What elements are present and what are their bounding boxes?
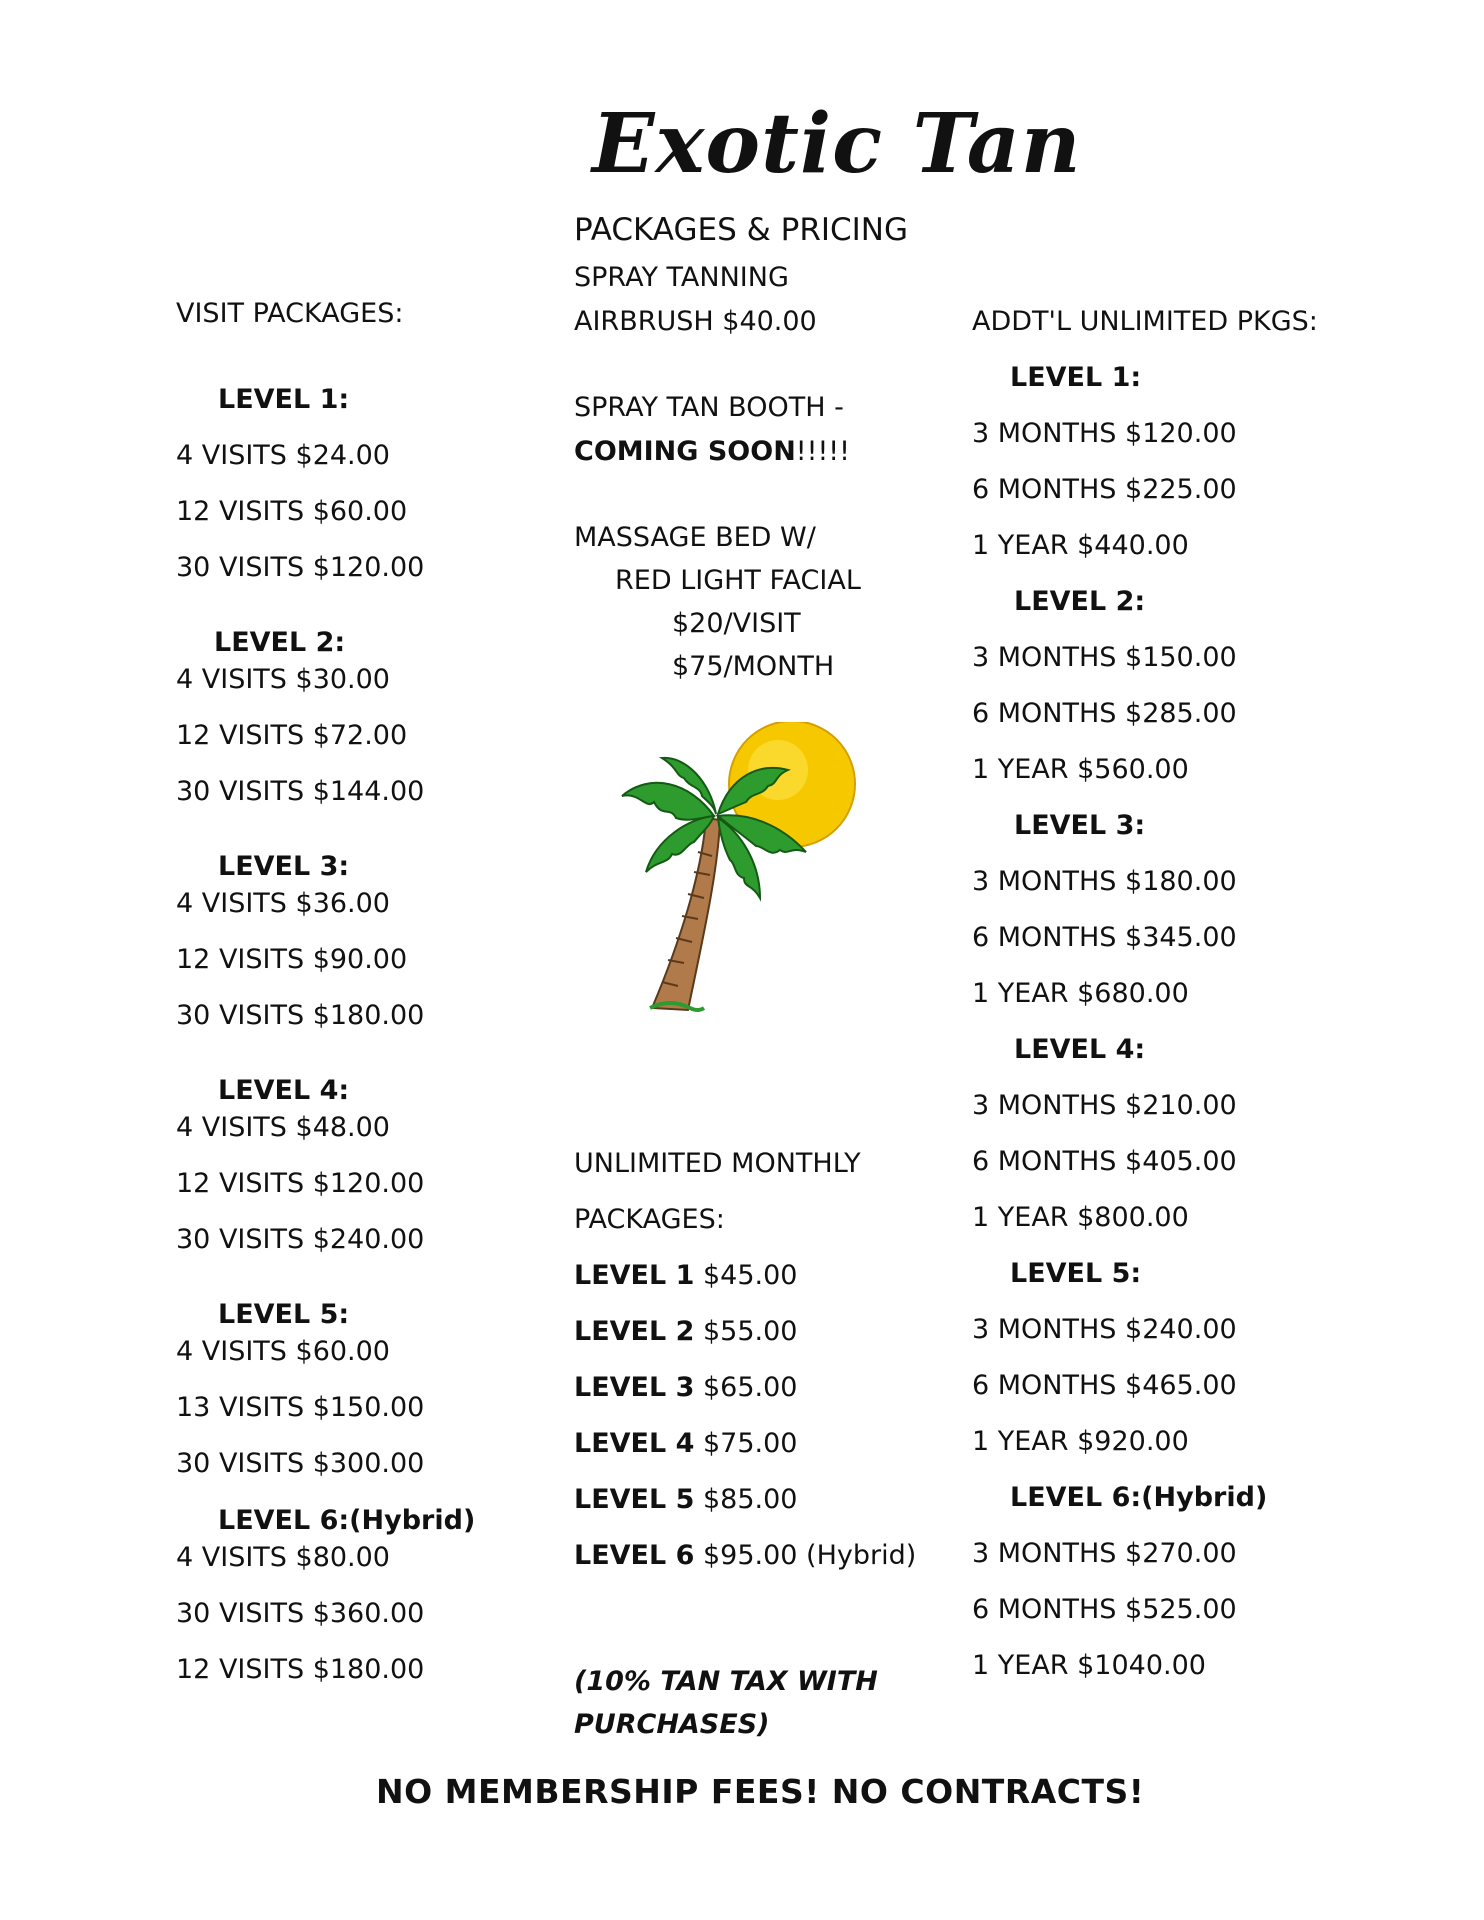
massage-label: MASSAGE BED W/ (574, 522, 816, 553)
massage-visit-price: $20/VISIT (672, 608, 801, 639)
left-level-label: LEVEL 5: (218, 1299, 350, 1330)
unlimited-level-label: LEVEL 6 (574, 1540, 695, 1571)
left-level-item: 30 VISITS $120.00 (176, 552, 425, 583)
unlimited-heading-line1: UNLIMITED MONTHLY (574, 1148, 861, 1179)
left-level-item: 4 VISITS $30.00 (176, 664, 390, 695)
right-level-item: 1 YEAR $680.00 (972, 978, 1189, 1009)
unlimited-heading-line2: PACKAGES: (574, 1204, 725, 1235)
unlimited-level-row (574, 1316, 797, 1347)
unlimited-level-row (574, 1260, 797, 1291)
left-level-label: LEVEL 3: (218, 851, 350, 882)
right-level-item: 6 MONTHS $345.00 (972, 922, 1237, 953)
red-light-label: RED LIGHT FACIAL (615, 565, 861, 596)
left-level-item: 30 VISITS $300.00 (176, 1448, 425, 1479)
left-level-item: 4 VISITS $80.00 (176, 1542, 390, 1573)
unlimited-level-price: $95.00 (Hybrid) (702, 1540, 917, 1571)
left-level-label: LEVEL 2: (214, 627, 346, 658)
right-level-item: 1 YEAR $920.00 (972, 1426, 1189, 1457)
unlimited-level-row (574, 1428, 797, 1459)
unlimited-level-label: LEVEL 5 (574, 1484, 695, 1515)
left-level-item: 12 VISITS $72.00 (176, 720, 408, 751)
packages-heading: PACKAGES & PRICING (574, 212, 909, 248)
massage-month-price: $75/MONTH (672, 651, 835, 682)
left-level-item: 13 VISITS $150.00 (176, 1392, 425, 1423)
palm-tree-sun-icon (610, 722, 860, 1022)
right-level-item: 6 MONTHS $285.00 (972, 698, 1237, 729)
right-level-item: 3 MONTHS $240.00 (972, 1314, 1237, 1345)
booth-label: SPRAY TAN BOOTH - (574, 392, 844, 423)
unlimited-level-price: $75.00 (702, 1428, 798, 1459)
right-level-item: 6 MONTHS $465.00 (972, 1370, 1237, 1401)
left-level-item: 12 VISITS $60.00 (176, 496, 408, 527)
right-level-label: LEVEL 5: (1010, 1258, 1142, 1289)
coming-soon-text: COMING SOON (574, 436, 796, 467)
unlimited-level-label: LEVEL 3 (574, 1372, 695, 1403)
right-level-label: LEVEL 1: (1010, 362, 1142, 393)
right-level-item: 6 MONTHS $225.00 (972, 474, 1237, 505)
right-level-item: 3 MONTHS $120.00 (972, 418, 1237, 449)
right-level-item: 3 MONTHS $180.00 (972, 866, 1237, 897)
left-level-item: 30 VISITS $144.00 (176, 776, 425, 807)
right-level-item: 3 MONTHS $210.00 (972, 1090, 1237, 1121)
addtl-unlimited-heading: ADDT'L UNLIMITED PKGS: (972, 306, 1318, 337)
left-level-item: 4 VISITS $36.00 (176, 888, 390, 919)
left-level-item: 30 VISITS $240.00 (176, 1224, 425, 1255)
unlimited-level-label: LEVEL 1 (574, 1260, 695, 1291)
left-level-label: LEVEL 6:(Hybrid) (218, 1505, 476, 1536)
footer-banner: NO MEMBERSHIP FEES! NO CONTRACTS! (376, 1772, 1145, 1811)
unlimited-level-label: LEVEL 2 (574, 1316, 695, 1347)
right-level-label: LEVEL 2: (1014, 586, 1146, 617)
airbrush-price: AIRBRUSH $40.00 (574, 306, 817, 337)
left-level-label: LEVEL 4: (218, 1075, 350, 1106)
unlimited-level-row (574, 1540, 916, 1571)
unlimited-level-price: $85.00 (702, 1484, 798, 1515)
unlimited-level-label: LEVEL 4 (574, 1428, 695, 1459)
left-level-label: LEVEL 1: (218, 384, 350, 415)
left-level-item: 4 VISITS $48.00 (176, 1112, 390, 1143)
left-level-item: 30 VISITS $360.00 (176, 1598, 425, 1629)
right-level-label: LEVEL 4: (1014, 1034, 1146, 1065)
page-title: Exotic Tan (592, 96, 1082, 192)
left-level-item: 30 VISITS $180.00 (176, 1000, 425, 1031)
coming-soon-suffix: !!!!! (795, 436, 850, 467)
right-level-item: 3 MONTHS $150.00 (972, 642, 1237, 673)
spray-tanning-label: SPRAY TANNING (574, 262, 789, 293)
right-level-item: 6 MONTHS $525.00 (972, 1594, 1237, 1625)
right-level-item: 1 YEAR $1040.00 (972, 1650, 1206, 1681)
right-level-label: LEVEL 3: (1014, 810, 1146, 841)
right-level-item: 1 YEAR $560.00 (972, 754, 1189, 785)
left-level-item: 4 VISITS $24.00 (176, 440, 390, 471)
unlimited-level-price: $55.00 (702, 1316, 798, 1347)
right-level-item: 1 YEAR $440.00 (972, 530, 1189, 561)
right-level-item: 3 MONTHS $270.00 (972, 1538, 1237, 1569)
unlimited-level-row (574, 1484, 797, 1515)
visit-packages-heading: VISIT PACKAGES: (176, 298, 404, 329)
right-level-item: 1 YEAR $800.00 (972, 1202, 1189, 1233)
tax-note-line1: (10% TAN TAX WITH (574, 1666, 878, 1697)
unlimited-level-row (574, 1372, 797, 1403)
left-level-item: 4 VISITS $60.00 (176, 1336, 390, 1367)
left-level-item: 12 VISITS $120.00 (176, 1168, 425, 1199)
right-level-item: 6 MONTHS $405.00 (972, 1146, 1237, 1177)
unlimited-level-price: $65.00 (702, 1372, 798, 1403)
left-level-item: 12 VISITS $90.00 (176, 944, 408, 975)
left-level-item: 12 VISITS $180.00 (176, 1654, 425, 1685)
unlimited-level-price: $45.00 (702, 1260, 798, 1291)
tax-note-line2: PURCHASES) (574, 1709, 770, 1740)
right-level-label: LEVEL 6:(Hybrid) (1010, 1482, 1268, 1513)
coming-soon-line (574, 436, 850, 467)
